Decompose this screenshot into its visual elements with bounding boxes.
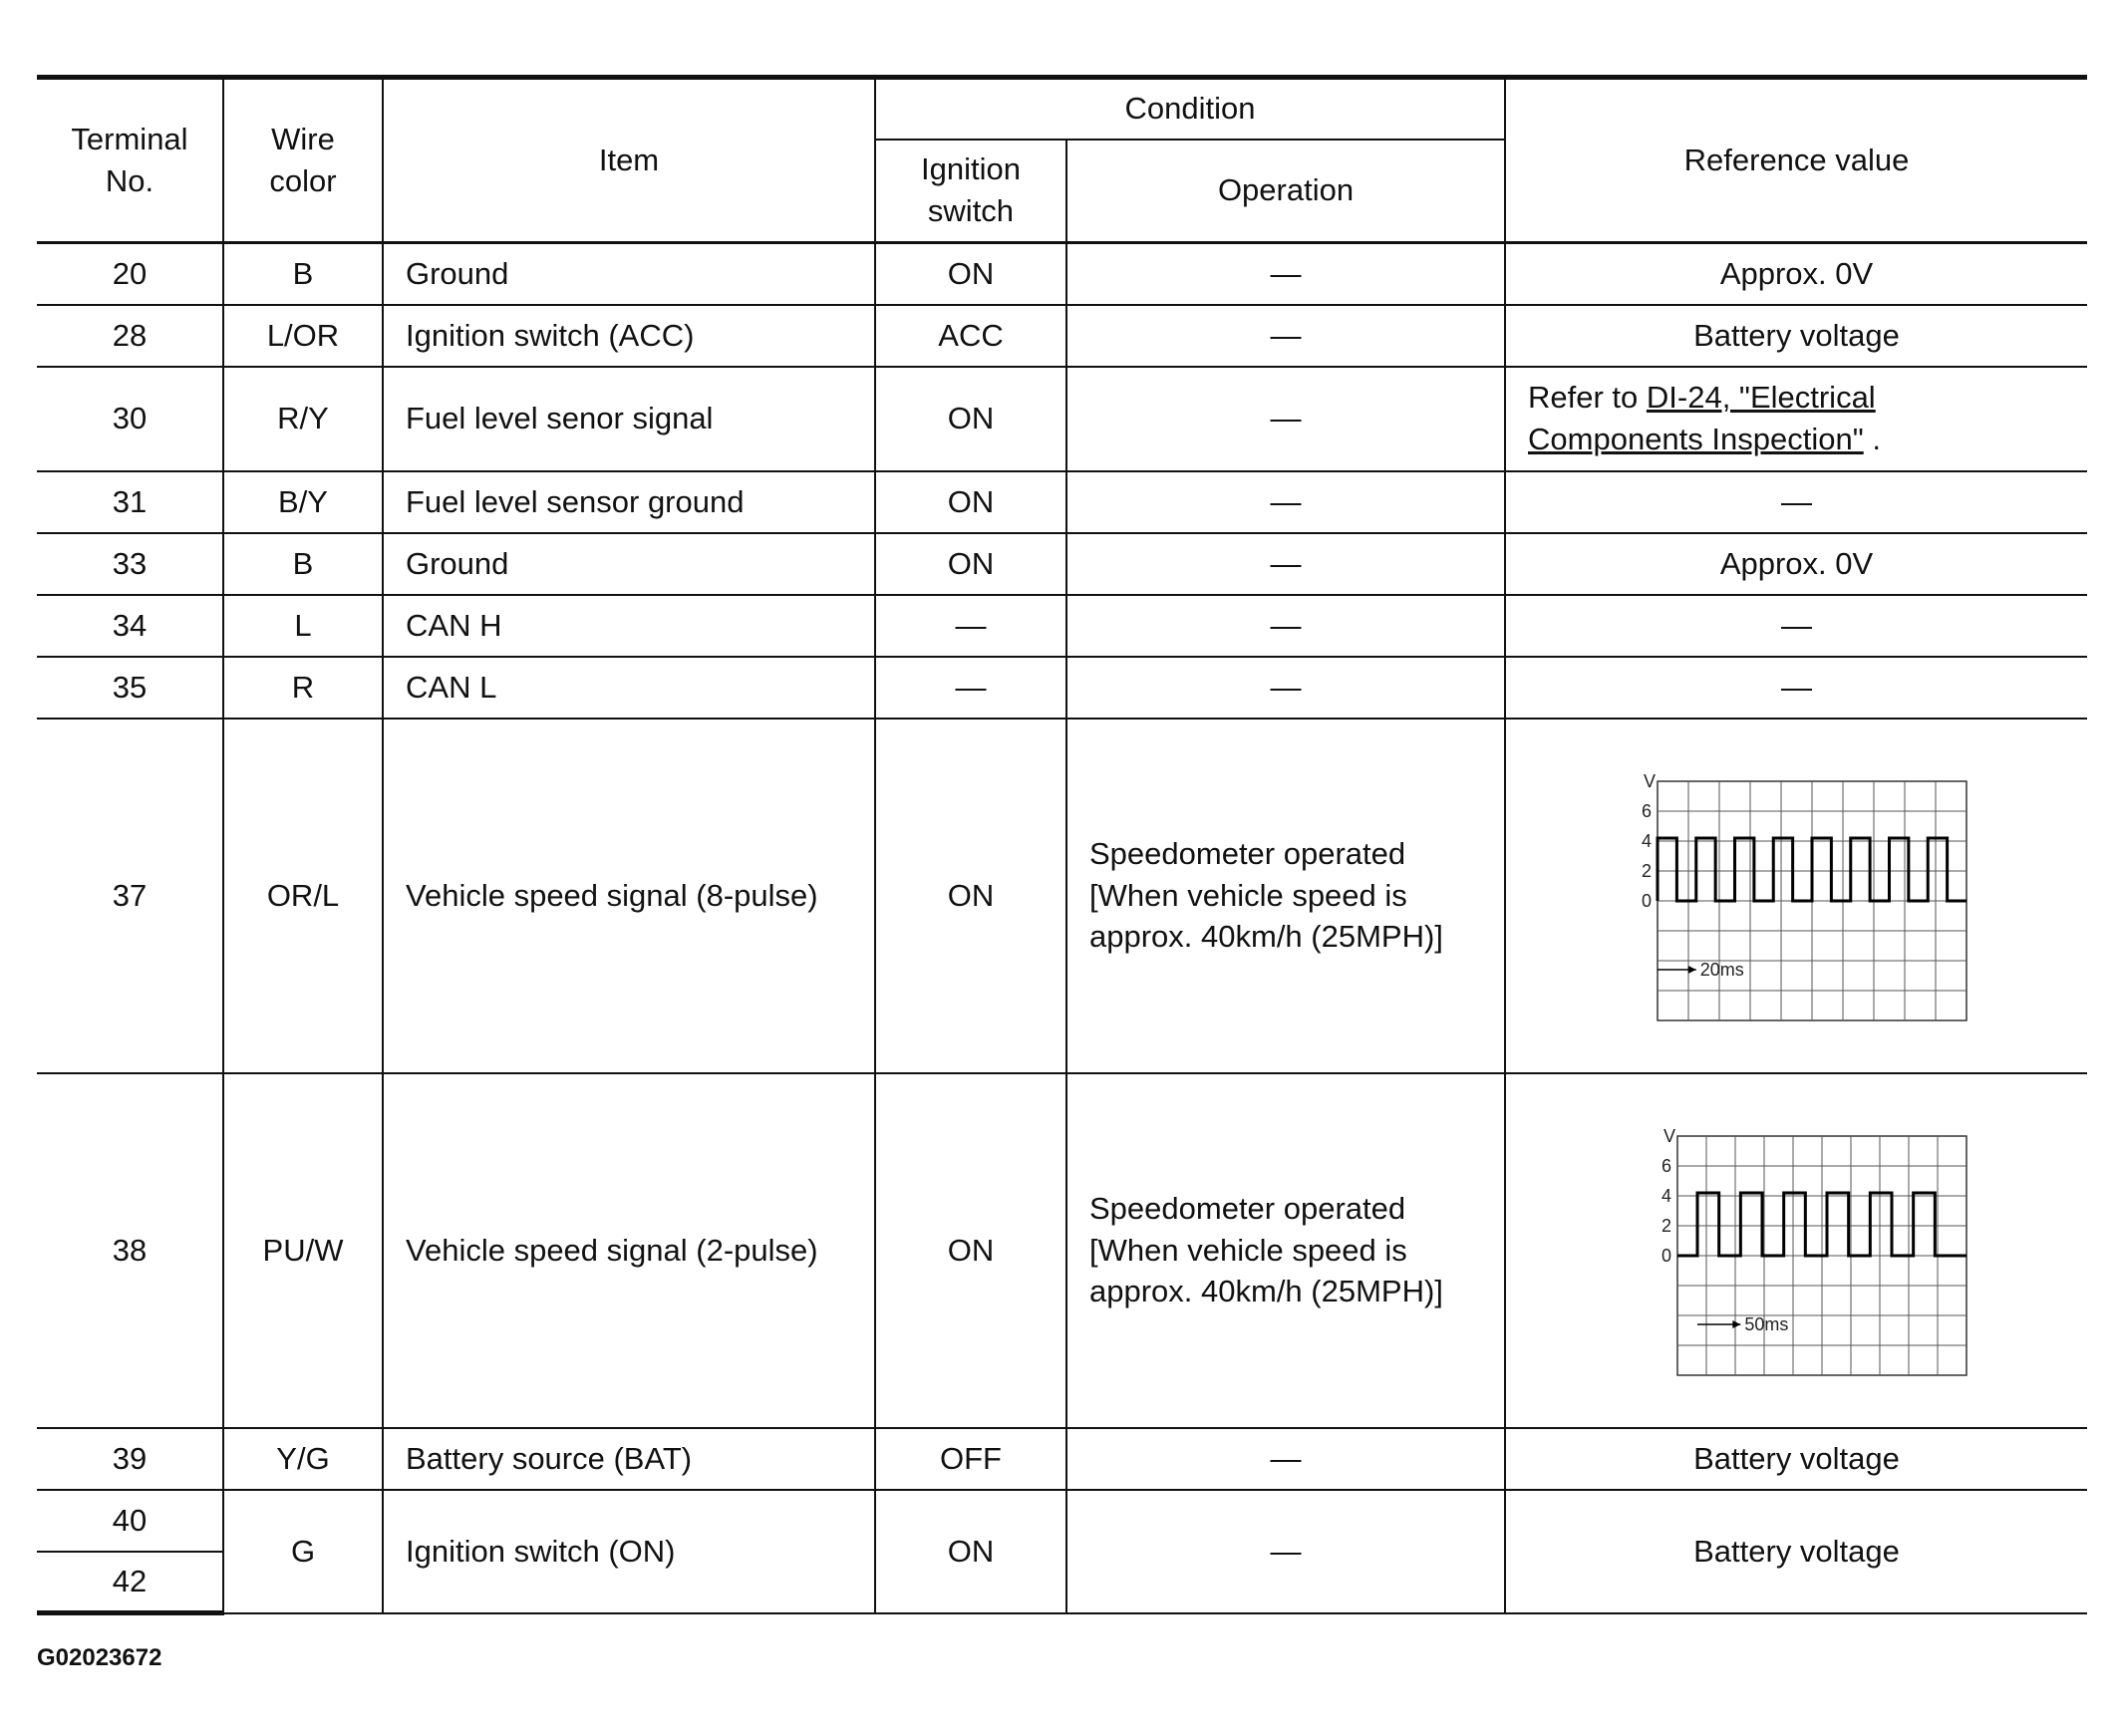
scope-waveform-trace bbox=[1658, 838, 1966, 901]
reference-cell: Approx. 0V bbox=[1505, 533, 2087, 595]
ignition-cell: ON bbox=[875, 533, 1066, 595]
period-label: 20ms bbox=[1699, 959, 1744, 980]
item-cell: Ground bbox=[383, 243, 875, 305]
operation-cell: — bbox=[1066, 367, 1505, 471]
ignition-cell: OFF bbox=[875, 1428, 1066, 1490]
operation-cell: Speedometer operated [When vehicle speed is approx. 40km/h (25MPH)] bbox=[1066, 1073, 1505, 1428]
header-condition: Condition bbox=[875, 78, 1505, 140]
operation-cell: — bbox=[1066, 243, 1505, 305]
reference-cell: Approx. 0V bbox=[1505, 243, 2087, 305]
period-arrowhead bbox=[1687, 966, 1695, 974]
reference-cell: Refer to DI-24, "Electrical Components Inspection" . bbox=[1505, 367, 2087, 471]
table-row bbox=[37, 243, 2087, 305]
operation-cell: — bbox=[1066, 1490, 1505, 1613]
operation-cell: — bbox=[1066, 471, 1505, 533]
header-terminal-no: Terminal No. bbox=[37, 78, 223, 243]
wire-color-cell: B/Y bbox=[223, 471, 383, 533]
table-row bbox=[37, 533, 2087, 595]
ignition-cell: — bbox=[875, 595, 1066, 657]
waveform-8-pulse-oscilloscope bbox=[1618, 761, 1976, 1030]
waveform-2-pulse-oscilloscope bbox=[1618, 1116, 1976, 1385]
item-cell: Fuel level senor signal bbox=[383, 367, 875, 471]
ignition-cell: ON bbox=[875, 719, 1066, 1073]
header-wire-color: Wire color bbox=[223, 78, 383, 243]
table-row bbox=[37, 1428, 2087, 1490]
ignition-cell: ON bbox=[875, 1490, 1066, 1613]
table-row bbox=[37, 719, 2087, 1073]
reference-cell: Battery voltage bbox=[1505, 305, 2087, 367]
terminal-cell: 31 bbox=[37, 471, 223, 533]
table-row bbox=[37, 657, 2087, 719]
table-row bbox=[37, 471, 2087, 533]
terminal-cell: 37 bbox=[37, 719, 223, 1073]
table-row bbox=[37, 1073, 2087, 1428]
scope-tick-label: 6 bbox=[1661, 1155, 1671, 1176]
table-row bbox=[37, 1490, 2087, 1552]
scope-tick-label: 0 bbox=[1661, 1245, 1671, 1266]
item-cell: Vehicle speed signal (8-pulse) bbox=[383, 719, 875, 1073]
terminal-cell: 40 bbox=[37, 1490, 223, 1552]
header-ignition-switch: Ignition switch bbox=[875, 140, 1066, 243]
terminal-cell: 42 bbox=[37, 1552, 223, 1613]
table-row bbox=[37, 595, 2087, 657]
ignition-cell: ON bbox=[875, 243, 1066, 305]
scope-unit-label: V bbox=[1663, 1125, 1675, 1146]
item-cell: Ignition switch (ON) bbox=[383, 1490, 875, 1613]
reference-cell bbox=[1505, 719, 2087, 1073]
scope-tick-label: 4 bbox=[1641, 830, 1652, 851]
table-row bbox=[37, 305, 2087, 367]
wire-color-cell: L bbox=[223, 595, 383, 657]
item-cell: Battery source (BAT) bbox=[383, 1428, 875, 1490]
wire-color-cell: R/Y bbox=[223, 367, 383, 471]
wire-color-cell: G bbox=[223, 1490, 383, 1613]
reference-cell bbox=[1505, 1073, 2087, 1428]
item-cell: Fuel level sensor ground bbox=[383, 471, 875, 533]
operation-cell: — bbox=[1066, 305, 1505, 367]
reference-cell: Battery voltage bbox=[1505, 1428, 2087, 1490]
header-reference-value: Reference value bbox=[1505, 78, 2087, 243]
operation-cell: — bbox=[1066, 533, 1505, 595]
operation-cell: Speedometer operated [When vehicle speed is approx. 40km/h (25MPH)] bbox=[1066, 719, 1505, 1073]
ignition-cell: ACC bbox=[875, 305, 1066, 367]
ignition-cell: — bbox=[875, 657, 1066, 719]
terminal-cell: 33 bbox=[37, 533, 223, 595]
scope-tick-label: 2 bbox=[1641, 860, 1652, 881]
reference-cell: Battery voltage bbox=[1505, 1490, 2087, 1613]
terminal-cell: 20 bbox=[37, 243, 223, 305]
terminal-cell: 35 bbox=[37, 657, 223, 719]
reference-link[interactable]: DI-24, "Electrical Components Inspection" bbox=[1528, 380, 1876, 456]
item-cell: Ignition switch (ACC) bbox=[383, 305, 875, 367]
scope-tick-label: 2 bbox=[1661, 1215, 1671, 1236]
reference-cell: — bbox=[1505, 471, 2087, 533]
figure-code: G02023672 bbox=[37, 1644, 162, 1671]
wire-color-cell: L/OR bbox=[223, 305, 383, 367]
scope-tick-label: 0 bbox=[1641, 890, 1652, 911]
wire-color-cell: B bbox=[223, 533, 383, 595]
wire-color-cell: B bbox=[223, 243, 383, 305]
header-operation: Operation bbox=[1066, 140, 1505, 243]
operation-cell: — bbox=[1066, 657, 1505, 719]
operation-cell: — bbox=[1066, 595, 1505, 657]
ignition-cell: ON bbox=[875, 367, 1066, 471]
item-cell: CAN L bbox=[383, 657, 875, 719]
wire-color-cell: OR/L bbox=[223, 719, 383, 1073]
reference-cell: — bbox=[1505, 657, 2087, 719]
scope-unit-label: V bbox=[1643, 770, 1656, 791]
scope-tick-label: 4 bbox=[1661, 1185, 1671, 1206]
ignition-cell: ON bbox=[875, 1073, 1066, 1428]
item-cell: CAN H bbox=[383, 595, 875, 657]
wire-color-cell: Y/G bbox=[223, 1428, 383, 1490]
reference-cell: — bbox=[1505, 595, 2087, 657]
terminal-cell: 39 bbox=[37, 1428, 223, 1490]
terminal-reference-table bbox=[37, 75, 2087, 1615]
period-arrowhead bbox=[1732, 1320, 1740, 1328]
terminal-cell: 30 bbox=[37, 367, 223, 471]
item-cell: Vehicle speed signal (2-pulse) bbox=[383, 1073, 875, 1428]
item-cell: Ground bbox=[383, 533, 875, 595]
header-item: Item bbox=[383, 78, 875, 243]
wire-color-cell: PU/W bbox=[223, 1073, 383, 1428]
scope-tick-label: 6 bbox=[1641, 800, 1652, 821]
terminal-cell: 28 bbox=[37, 305, 223, 367]
wire-color-cell: R bbox=[223, 657, 383, 719]
ignition-cell: ON bbox=[875, 471, 1066, 533]
operation-cell: — bbox=[1066, 1428, 1505, 1490]
terminal-cell: 38 bbox=[37, 1073, 223, 1428]
terminal-cell: 34 bbox=[37, 595, 223, 657]
period-label: 50ms bbox=[1743, 1313, 1788, 1334]
table-row bbox=[37, 367, 2087, 471]
